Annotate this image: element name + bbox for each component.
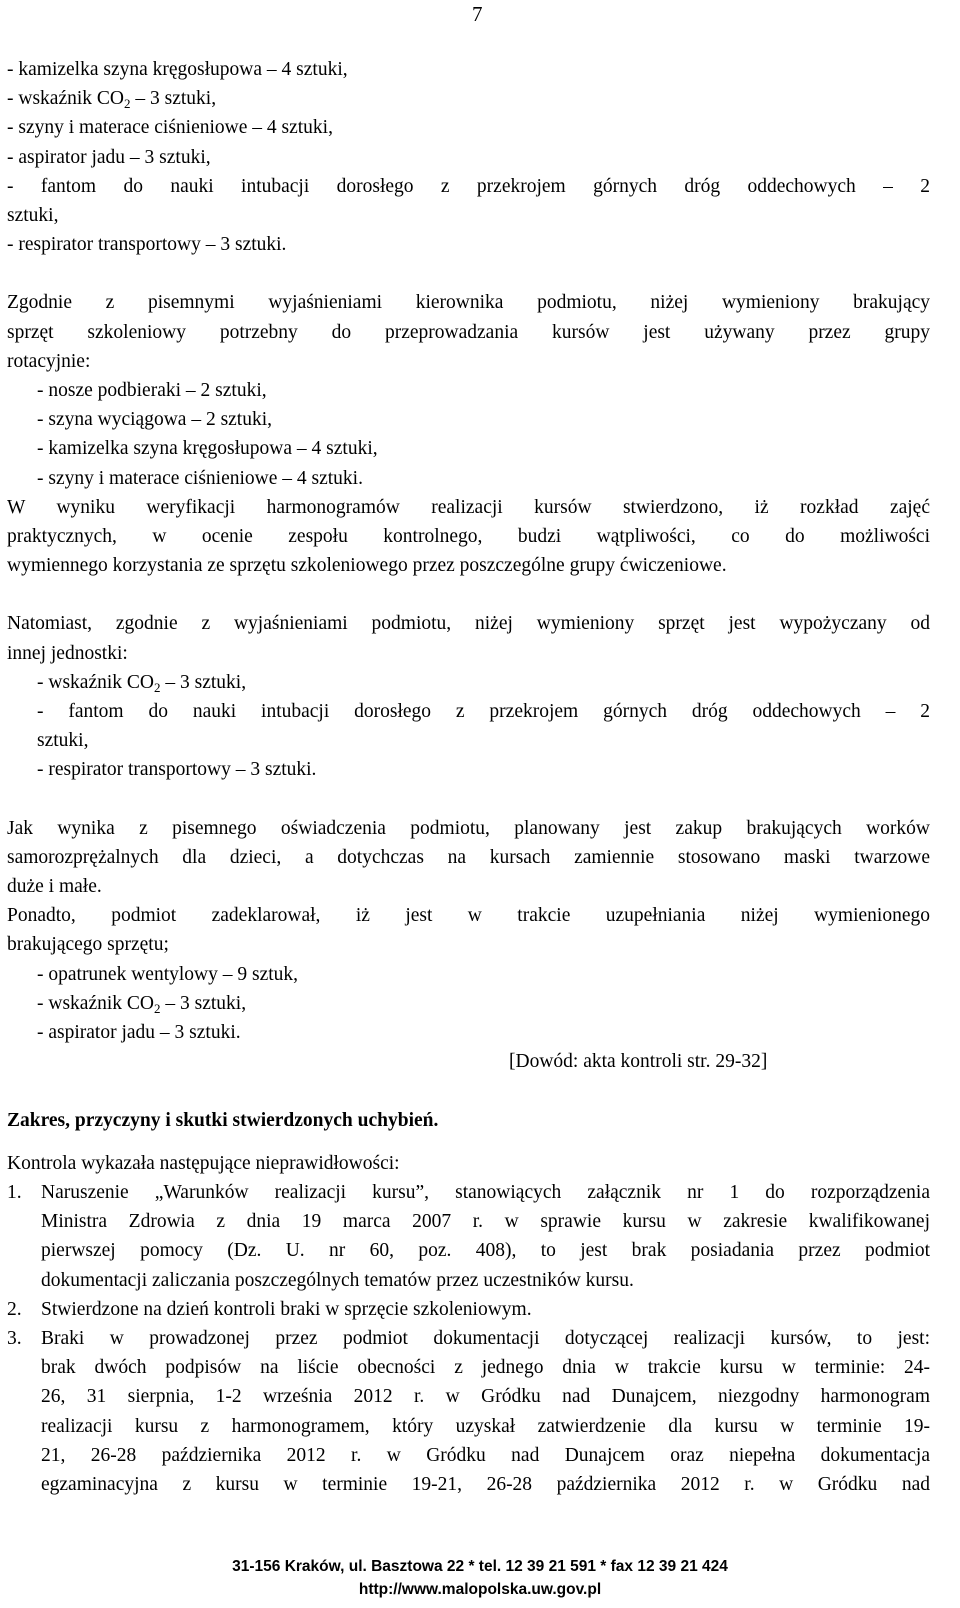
finding-line: 26, 31 sierpnia, 1-2 września 2012 r. w Gródku nad Dunajcem, niezgodny harmonogram: [41, 1386, 930, 1408]
list-item: - wskaźnik $CO_2 - 3$ sztuki,: [37, 671, 247, 695]
list-item: - kamizelka szyna kręgosłupowa – 4 sztuki,: [7, 59, 348, 80]
finding-line: 21, 26-28 października 2012 r. w Gródku nad Dunajcem oraz niepełna dokumentacja: [41, 1444, 930, 1466]
finding-body: [41, 1324, 930, 1499]
list-item: - szyna wyciągowa – 2 sztuki,: [37, 409, 273, 431]
footer-url[interactable]: http://www.malopolska.uw.gov.pl: [358, 1581, 602, 1598]
page-footer: [0, 1555, 960, 1601]
finding-body: [41, 1178, 930, 1295]
list-item-continuation: sztuki,: [37, 730, 89, 752]
finding-line: Naruszenie „Warunków realizacji kursu”, stanowiących załącznik nr 1 do rozporządzenia: [41, 1181, 930, 1203]
finding-line: dokumentacji zaliczania poszczególnych tematów przez uczestników kursu.: [41, 1269, 634, 1291]
finding-body: [41, 1295, 930, 1324]
page-number: 7: [472, 2, 483, 26]
paragraph-line: Ponadto, podmiot zadeklarował, iż jest w trakcie uzupełniania niżej wymienionego: [7, 905, 930, 927]
paragraph-borrowed-equipment: [7, 609, 930, 784]
paragraph-purchase: [7, 814, 930, 902]
finding-line: realizacji kursu z harmonogramem, który uzyskał zatwierdzenie dla kursu w terminie 19-: [41, 1415, 930, 1437]
document-body: [7, 55, 930, 1499]
list-item: - respirator transportowy – 3 sztuki.: [7, 234, 287, 256]
finding-item-3: [7, 1324, 930, 1499]
list-item: - fantom do nauki intubacji dorosłego z przekrojem górnych dróg oddechowych – 2: [37, 701, 930, 723]
finding-line: Stwierdzone na dzień kontroli braki w sprzęcie szkoleniowym.: [41, 1298, 532, 1320]
list-item: - kamizelka szyna kręgosłupowa – 4 sztuki,: [37, 438, 378, 460]
paragraph-line: W wyniku weryfikacji harmonogramów realizacji kursów stwierdzono, iż rozkład zajęć: [7, 496, 930, 518]
finding-item-2: [7, 1295, 930, 1324]
list-item: - szyny i materace ciśnieniowe – 4 sztuki.: [37, 467, 363, 489]
list-item: - wskaźnik $CO_2 - 3$ sztuki,: [7, 88, 217, 112]
finding-number: 1.: [7, 1181, 22, 1203]
paragraph-line: wymiennego korzystania ze sprzętu szkoleniowego przez poszczególne grupy ćwiczeniowe.: [7, 555, 727, 577]
list-item: - aspirator jadu – 3 sztuki,: [7, 146, 211, 168]
paragraph-line: rotacyjnie:: [7, 350, 91, 372]
paragraph-line: sprzęt szkoleniowy potrzebny do przeprowadzania kursów jest używany przez grupy: [7, 321, 930, 343]
findings-intro: Kontrola wykazała następujące nieprawidłowości:: [7, 1152, 400, 1174]
paragraph-line: duże i małe.: [7, 876, 102, 898]
paragraph-verification: [7, 493, 930, 581]
paragraph-declared: [7, 901, 930, 1047]
equipment-list-top: [7, 55, 930, 259]
findings-list: [7, 1178, 930, 1499]
list-item: - opatrunek wentylowy – 9 sztuk,: [37, 963, 299, 985]
finding-number: 2.: [7, 1298, 22, 1320]
section-heading: Zakres, przyczyny i skutki stwierdzonych uchybień.: [7, 1109, 439, 1131]
paragraph-line: praktycznych, w ocenie zespołu kontrolnego, budzi wątpliwości, co do możliwości: [7, 526, 930, 548]
list-item: - fantom do nauki intubacji dorosłego z przekrojem górnych dróg oddechowych – 2: [7, 175, 930, 197]
list-item: - szyny i materace ciśnieniowe – 4 sztuki,: [7, 117, 333, 139]
paragraph-line: Jak wynika z pisemnego oświadczenia podmiotu, planowany jest zakup brakujących worków: [7, 817, 930, 839]
paragraph-line: innej jednostki:: [7, 642, 128, 664]
list-item: - nosze podbieraki – 2 sztuki,: [37, 380, 267, 402]
finding-line: Ministra Zdrowia z dnia 19 marca 2007 r. w sprawie kursu w zakresie kwalifikowanej: [41, 1211, 930, 1233]
footer-address: 31-156 Kraków, ul. Basztowa 22 * tel. 12 39 21 591 * fax 12 39 21 424: [232, 1558, 728, 1575]
finding-line: brak dwóch podpisów na liście obecności z jednego dnia w trakcie kursu w terminie: 24-: [41, 1357, 930, 1379]
list-item: - respirator transportowy – 3 sztuki.: [37, 759, 317, 781]
paragraph-line: samorozprężalnych dla dzieci, a dotychczas na kursach zamiennie stosowano maski twarzowe: [7, 846, 930, 868]
finding-line: pierwszej pomocy (Dz. U. nr 60, poz. 408), to jest brak posiadania przez podmiot: [41, 1240, 930, 1262]
finding-line: egzaminacyjna z kursu w terminie 19-21, 26-28 października 2012 r. w Gródku nad: [41, 1473, 930, 1495]
finding-number: 3.: [7, 1327, 22, 1349]
finding-line: Braki w prowadzonej przez podmiot dokumentacji dotyczącej realizacji kursów, to jest:: [41, 1327, 930, 1349]
finding-item-1: [7, 1178, 930, 1295]
paragraph-line: Zgodnie z pisemnymi wyjaśnieniami kierownika podmiotu, niżej wymieniony brakujący: [7, 292, 930, 314]
list-item: - wskaźnik $CO_2 - 3$ sztuki,: [37, 992, 247, 1016]
paragraph-training-equipment: [7, 288, 930, 492]
list-item-continuation: sztuki,: [7, 205, 59, 227]
evidence-reference: [Dowód: akta kontroli str. 29-32]: [509, 1051, 768, 1073]
list-item: - aspirator jadu – 3 sztuki.: [37, 1022, 241, 1044]
paragraph-line: Natomiast, zgodnie z wyjaśnieniami podmiotu, niżej wymieniony sprzęt jest wypożyczany od: [7, 613, 930, 635]
paragraph-line: brakującego sprzętu;: [7, 934, 169, 956]
